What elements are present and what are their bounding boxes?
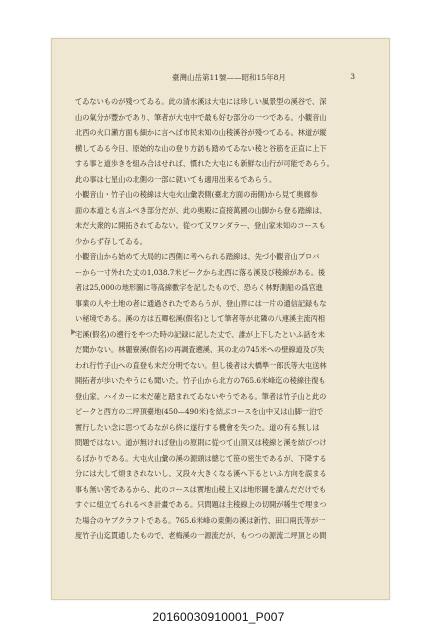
archive-id-caption: 20160030910001_P007 <box>152 610 285 624</box>
page-number: 3 <box>350 72 355 81</box>
body-text <box>75 94 373 544</box>
paragraph-3: 小觀音山から始めて大局的に西側に考へられる踏線は、先づ小觀音山プロバ ーから一寸外れた丈の1,038.7米ピークから北西に落る溪及び稜線がある。後 者は25,000の地形圖に等高線數字を記したもので、恐らく林野測船の爲官進 事業の人や土地の者に通過されたであらうが、登山界には一片の通信記録もな い秘境である。溪の方は五卿松溪(假名)として筆者等が北隣の八連溪主流丙相 宅溪(假名)の遡行をやつた時の記録に記した丈で、誰が上下したといふ話を未 だ聞かない。林麗寮溪(假名)の再調査遡溪、其の北の745米への壁線道及び失 われ行竹子山への直登も未だ分明でない。但し後者は大橋準一郎氏等大屯送林 開拓者が歩いたやうにも聞いた。竹子山から北方の765.6米峰迄の稜線往復も 登山家、ハイカーに未だ確と踏まれてゐないやうである。筆者は竹子山と此の ピークと西方の二坪頂臺地(450—490米)を結ぶコースを山中又は山脚一泊で 實行したい念に思つてゐながら終に遂行する機會を失つた。道の有る無しは 問題ではない。道が無ければ登山の原則に從つて山頂又は稜線と溪を結びつけ るばかりである。大屯火山彙の溪の源頭は總じて笹の密生であるが、下降する 分には大して煩まされないし、又段々大きくなる溪へ下るといふ方向を誤まる 事も無い筈であるから、此のコースは實地山稜上又は地形圖を讀んだだけでも すぐに組立てられるべき計畫である。只問題は主稜線上の切開が稀生で埋まつ た場合のヤブクラフトである。765.6米峰の東側の溪は新竹、田口兩氏等が一 度竹子山迄貫通したもので、老梅溪の一源流だが、もつつの源流二坪頂との間 <box>75 252 327 540</box>
document-page <box>51 38 390 600</box>
paragraph-2: 小觀音山・竹子山の稜線は大屯火山彙表側(臺北方面の南側)から見て奥廊参 面の本道とも言ふべき部分だが、此の奥殿に直接萬國の山脚から登る踏線は、 未だ大衆的に開拓されてゐない。從つて又ワンダラー、登山家未知のコースも 少からず存してゐる。 <box>75 190 327 246</box>
paragraph-1: てゐないものが殘つてゐる。此の清水溪は大屯には珍しい風景型の溪谷で、深 山の氣分が豐かであり、筆者が大屯中で最も好む部分の一つである。小觀音山 北西の火口瀨方面も細かに言へば市民未知の山稜溪谷が殘つてゐる。林道が縱 横してゐる今日、原始的な山の登り方訪も踏めてゐない稜と谷筋を正直に上下 する事と道歩きを組み合はせれば、慣れた大屯にも新鮮な山行が可能であらう。 此の事は七星山の北側の一部に就いても適用出來るであらう。 <box>75 97 334 184</box>
running-title: 臺灣山岳第11號——昭和15年8月 <box>172 73 286 82</box>
